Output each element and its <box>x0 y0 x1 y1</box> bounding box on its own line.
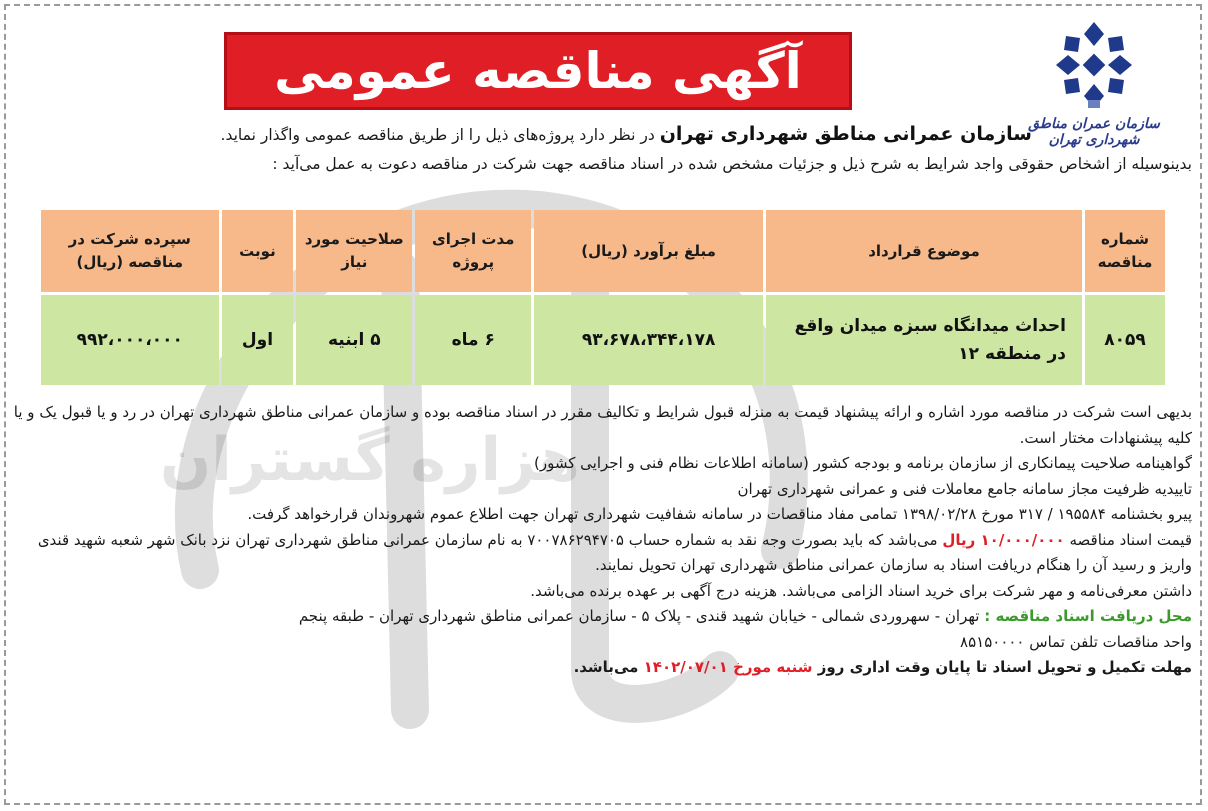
paragraph-address <box>12 604 1192 630</box>
header-subject: موضوع قرارداد <box>766 210 1082 292</box>
header-round: نوبت <box>222 210 294 292</box>
cell-subject: احداث میدانگاه سبزه میدان واقع در منطقه ۱۲ <box>766 295 1082 385</box>
header-tender-no: شماره مناقصه <box>1085 210 1165 292</box>
table-header-row <box>41 210 1165 292</box>
logo-icon <box>1042 20 1147 110</box>
paragraph-certificate: گواهینامه صلاحیت پیمانکاری از سازمان برنامه و بودجه کشور (سامانه اطلاعات نظام فنی و اجرایی کشور) <box>534 454 1192 472</box>
deadline-end: می‌باشد. <box>573 658 639 676</box>
body-text <box>12 400 1192 681</box>
header-estimate: مبلغ برآورد (ریال) <box>534 210 763 292</box>
header-deposit: سپرده شرکت در مناقصه (ریال) <box>41 210 219 292</box>
intro <box>12 120 1192 179</box>
cell-qualification: ۵ ابنیه <box>296 295 412 385</box>
watermark-text: هزاره گستران <box>160 425 580 495</box>
paragraph-deadline <box>12 655 1192 681</box>
paragraph-phone: واحد مناقصات تلفن تماس ۸۵۱۵۰۰۰۰ <box>960 632 1192 651</box>
org-name: سازمان عمرانی مناطق شهرداری تهران <box>659 123 1032 145</box>
title-banner <box>224 32 852 110</box>
cell-round: اول <box>222 295 294 385</box>
paragraph-requirements: داشتن معرفی‌نامه و مهر شرکت برای خرید اسناد الزامی می‌باشد. هزینه درج آگهی بر عهده برنده می‌باشد. <box>530 581 1192 600</box>
intro-line-2: بدینوسیله از اشخاص حقوقی واجد شرایط به شرح ذیل و جزئیات مشخص شده در اسناد مناقصه جهت شرکت در مناقصه دعوت به عمل می‌آید : <box>272 155 1192 173</box>
logo-caption: سازمان عمران مناطق شهرداری تهران <box>1028 116 1160 148</box>
intro-line-1-rest: در نظر دارد پروژه‌های ذیل را از طریق مناقصه عمومی واگذار نماید. <box>220 126 655 144</box>
price-intro: قیمت اسناد مناقصه <box>1069 530 1192 549</box>
cell-estimate: ۹۳،۶۷۸،۳۴۴،۱۷۸ <box>534 295 763 385</box>
table-row <box>41 295 1165 385</box>
header-qualification: صلاحیت مورد نیاز <box>296 210 412 292</box>
price-details: می‌باشد که باید بصورت وجه نقد به شماره حساب ۷۰۰۷۸۶۲۹۴۷۰۵ به نام سازمان عمرانی مناطق شهرداری تهران نزد بانک شهر شعبه شهید قندی واریز و رسید آن را هنگام دریافت اسناد به سازمان عمرانی مناطق شهرداری تهران تحویل نمایند. <box>37 530 1192 574</box>
header-duration: مدت اجرای پروژه <box>415 210 531 292</box>
address-text: تهران - سهروردی شمالی - خیابان شهید قندی - پلاک ۵ - سازمان عمرانی مناطق شهرداری تهران - طبقه پنجم <box>298 607 980 625</box>
page-title: آگهی مناقصه عمومی <box>274 42 802 100</box>
intro-line-1 <box>12 120 1192 150</box>
cell-tender-no: ۸۰۵۹ <box>1085 295 1165 385</box>
paragraph-capacity: تاییدیه ظرفیت مجاز سامانه جامع معاملات فنی و عمرانی شهرداری تهران <box>737 479 1192 498</box>
tender-table <box>38 207 1168 388</box>
deadline-intro: مهلت تکمیل و تحویل اسناد تا پایان وقت اداری روز <box>817 658 1192 676</box>
price-amount: ۱۰/۰۰۰/۰۰۰ ریال <box>942 530 1065 549</box>
cell-deposit: ۹۹۲،۰۰۰،۰۰۰ <box>41 295 219 385</box>
cell-duration: ۶ ماه <box>415 295 531 385</box>
deadline-date: شنبه مورخ ۱۴۰۲/۰۷/۰۱ <box>643 658 813 676</box>
paragraph-price <box>12 528 1192 579</box>
paragraph-disclaimer: بدیهی است شرکت در مناقصه مورد اشاره و ارائه پیشنهاد قیمت به منزله قبول شرایط و تکالیف مقرر در اسناد مناقصه بوده و سازمان عمرانی مناطق شهرداری تهران در رد و یا قبول یک و یا کلیه پیشنهادات مختار است. <box>13 403 1192 447</box>
address-label: محل دریافت اسناد مناقصه : <box>984 607 1192 625</box>
paragraph-circular: پیرو بخشنامه ۱۹۵۵۸۴ / ۳۱۷ مورخ ۱۳۹۸/۰۲/۲۸ تمامی مفاد مناقصات در سامانه شفافیت شهرداری تهران جهت اطلاع عموم شهروندان قرارخواهد گرفت. <box>247 505 1192 523</box>
